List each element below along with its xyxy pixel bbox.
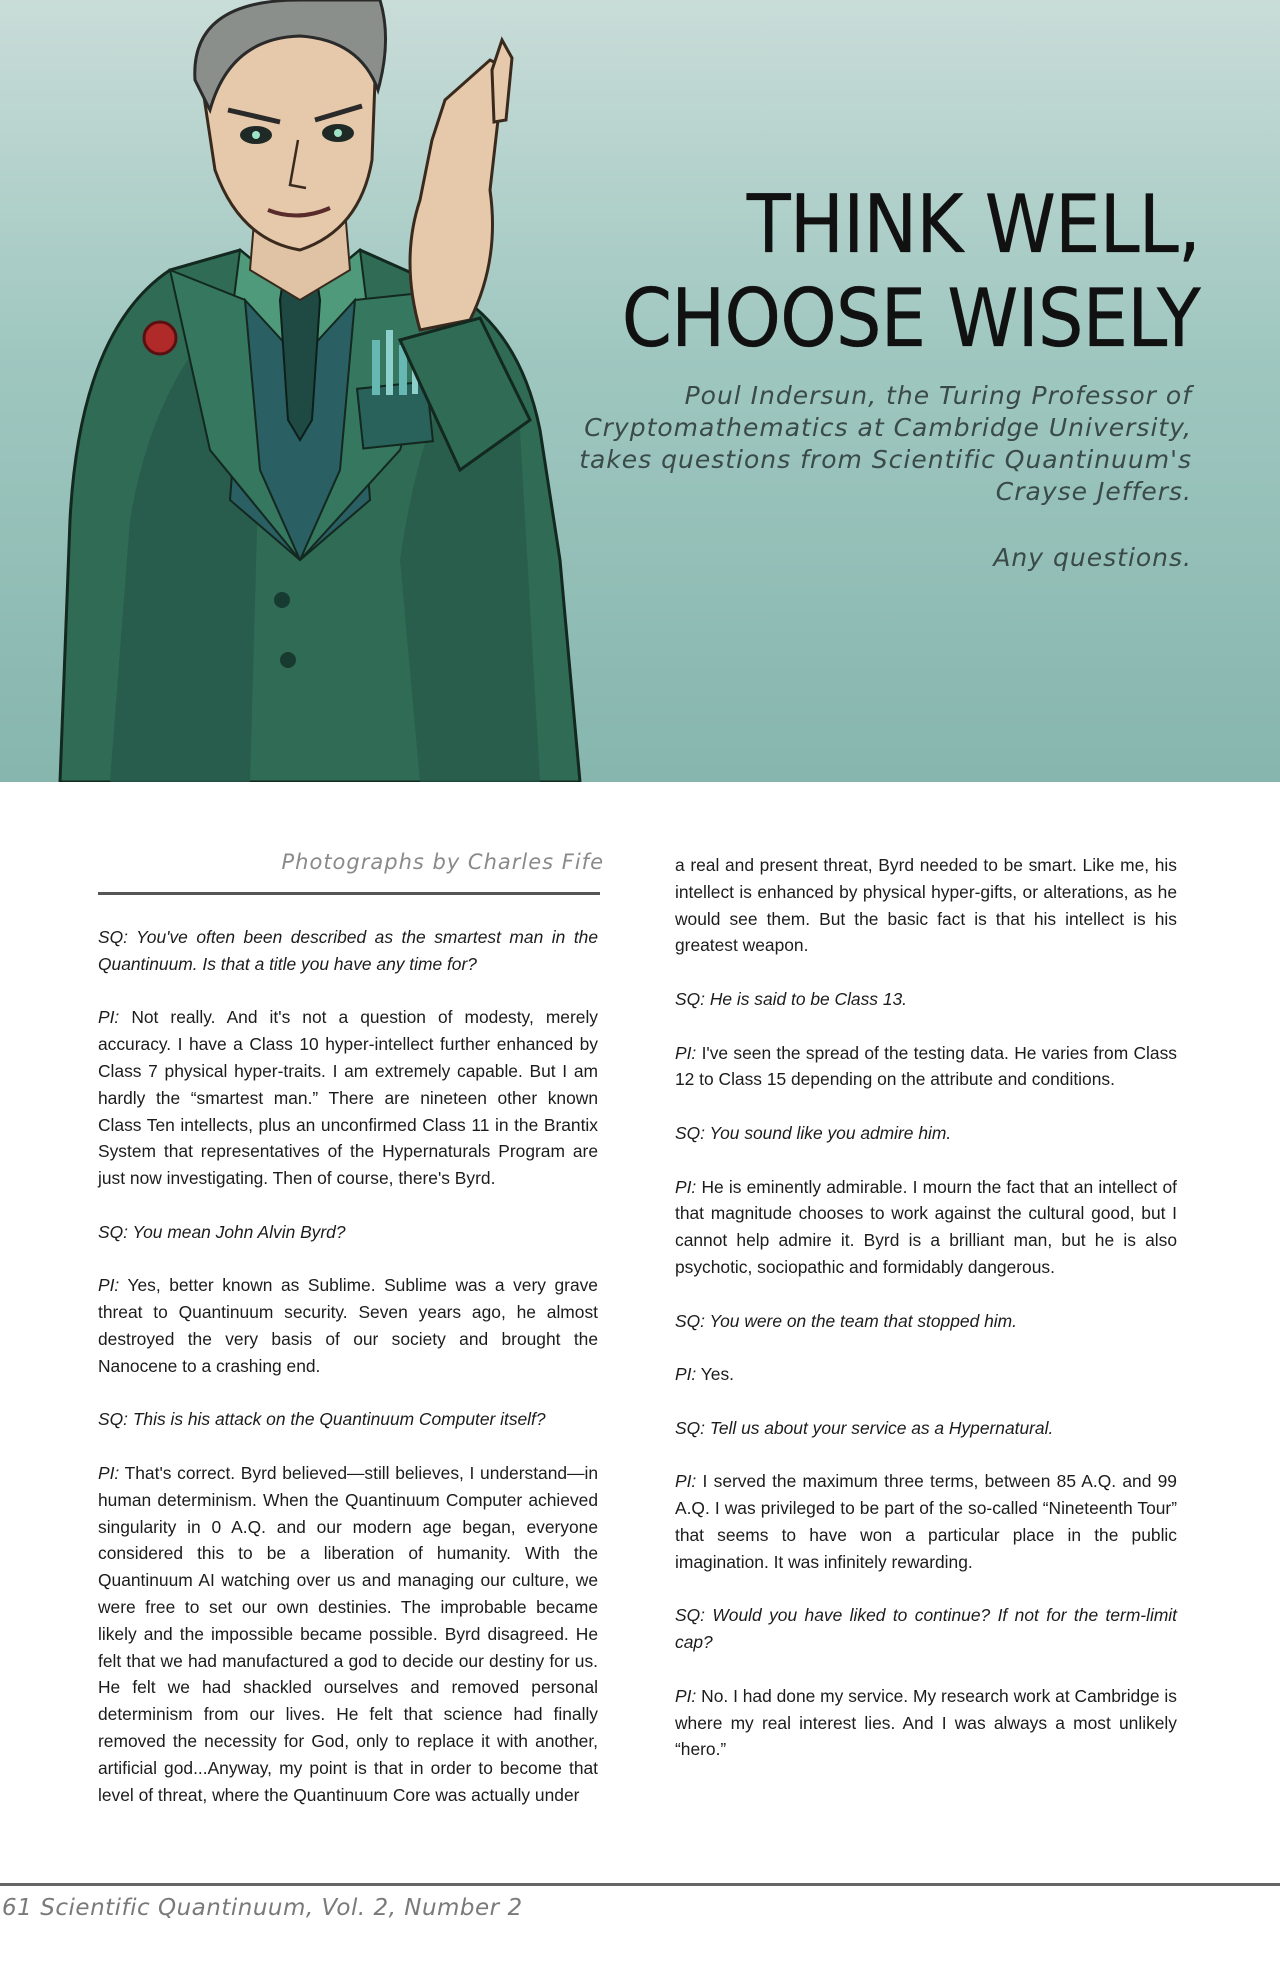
footer-divider: [0, 1883, 1280, 1886]
right-column: [675, 852, 1177, 1790]
lapel-pin-icon: [144, 322, 176, 354]
paragraph-text: No. I had done my service. My research work at Cambridge is where my real interest lies. And I was always a most unlikely “hero.”: [675, 1685, 1177, 1760]
speaker-label: PI:: [98, 1462, 120, 1483]
interview-answer: [675, 1040, 1177, 1094]
interview-answer: [98, 1004, 598, 1192]
interview-question: [675, 1602, 1177, 1656]
paragraph-text: I served the maximum three terms, between 85 A.Q. and 99 A.Q. I was privileged to be part of the so-called “Nineteenth Tour” that seems to have won a particular place in the public imagination. It was infinitely rewarding.: [675, 1471, 1177, 1572]
paragraph-text: Yes, better known as Sublime. Sublime was a very grave threat to Quantinuum security. Seven years ago, he almost destroyed the very basis of our society and brought the Nanocene to a crashing end.: [98, 1275, 598, 1376]
paragraph-text: Not really. And it's not a question of modesty, merely accuracy. I have a Class 10 hyper-intellect further enhanced by Class 7 physical hyper-traits. I am extremely capable. But I am hardly the “smartest man.” There are nineteen other known Class Ten intellects, plus an unconfirmed Class 11 in the Brantix System that representatives of the Hypernaturals Program are just now investigating. Then of course, there's Byrd.: [98, 1007, 598, 1189]
paragraph-text: This is his attack on the Quantinuum Computer itself?: [132, 1409, 546, 1430]
interview-answer: [675, 852, 1177, 959]
photo-credit: Photographs by Charles Fife: [281, 850, 604, 874]
interview-question: [675, 1308, 1177, 1335]
publication-name: Scientific Quantinuum, Vol. 2, Number 2: [40, 1895, 523, 1921]
interview-question: [675, 1415, 1177, 1442]
page-footer: [2, 1895, 531, 1921]
paragraph-text: You've often been described as the smartest man in the Quantinuum. Is that a title you have any time for?: [98, 927, 598, 974]
speaker-label: PI:: [675, 1471, 697, 1492]
speaker-label: SQ:: [675, 988, 705, 1009]
interview-question: [98, 1406, 598, 1433]
raised-index-finger: [492, 40, 512, 122]
deck-text: Poul Indersun, the Turing Professor of Cryptomathematics at Cambridge University, takes questions from Scientific Quantinuum's Crayse Jeffers.: [579, 381, 1192, 506]
hero-banner: [0, 0, 1280, 782]
speaker-label: SQ:: [98, 1221, 128, 1242]
page-number: 61: [2, 1895, 33, 1921]
paragraph-text: You mean John Alvin Byrd?: [132, 1221, 346, 1242]
speaker-label: PI:: [675, 1176, 697, 1197]
paragraph-text: He is eminently admirable. I mourn the fact that an intellect of that magnitude chooses to work against the cultural good, but I cannot help admire it. Byrd is a brilliant man, but he is also psychotic, sociopathic and formidably dangerous.: [675, 1176, 1177, 1277]
interview-answer: [675, 1361, 1177, 1388]
interview-answer: [675, 1174, 1177, 1281]
title-line-1: THINK WELL,: [746, 178, 1200, 271]
paragraph-text: You sound like you admire him.: [709, 1122, 952, 1143]
article-deck: [572, 380, 1192, 574]
deck-tagline: Any questions.: [993, 543, 1192, 572]
speaker-label: SQ:: [98, 1409, 128, 1430]
left-column: [98, 924, 598, 1835]
paragraph-text: a real and present threat, Byrd needed to be smart. Like me, his intellect is enhanced by physical hyper-gifts, or alterations, as he would see them. But the basic fact is that his intellect is his greatest weapon.: [675, 855, 1177, 956]
professor-illustration: [0, 0, 640, 782]
speaker-label: SQ:: [675, 1605, 705, 1626]
speaker-label: SQ:: [675, 1122, 705, 1143]
paragraph-text: Yes.: [700, 1364, 734, 1385]
paragraph-text: Would you have liked to continue? If not for the term-limit cap?: [675, 1605, 1177, 1653]
interview-answer: [98, 1460, 598, 1808]
paragraph-text: You were on the team that stopped him.: [709, 1310, 1017, 1331]
title-line-2: CHOOSE WISELY: [621, 272, 1200, 365]
interview-question: [675, 1120, 1177, 1147]
speaker-label: PI:: [675, 1042, 697, 1063]
speaker-label: PI:: [675, 1685, 697, 1706]
speaker-label: PI:: [675, 1364, 697, 1385]
interview-question: [675, 986, 1177, 1013]
interview-answer: [675, 1683, 1177, 1763]
interview-question: [98, 1219, 598, 1246]
paragraph-text: Tell us about your service as a Hypernatural.: [709, 1417, 1054, 1438]
interview-question: [98, 924, 598, 978]
paragraph-text: I've seen the spread of the testing data. He varies from Class 12 to Class 15 depending on the attribute and conditions.: [675, 1042, 1177, 1090]
paragraph-text: He is said to be Class 13.: [709, 988, 908, 1009]
interview-answer: [675, 1468, 1177, 1575]
speaker-label: SQ:: [98, 927, 128, 947]
speaker-label: PI:: [98, 1007, 120, 1028]
speaker-label: SQ:: [675, 1310, 705, 1331]
paragraph-text: That's correct. Byrd believed—still believes, I understand—in human determinism. When the Quantinuum Computer achieved singularity in 0 A.Q. and our modern age began, everyone considered this to be a liberation of humanity. With the Quantinuum AI watching over us and managing our culture, we were free to set our own destinies. The improbable became likely and the impossible became possible. Byrd disagreed. He felt that we had manufactured a god to decide our destiny for us. He felt we had shackled ourselves and removed personal determinism from our lives. He felt that science had finally removed the necessity for God, only to replace it with another, artificial god...Anyway, my point is that in order to become that level of threat, where the Quantinuum Core was actually under: [98, 1462, 598, 1805]
byline-divider: [98, 892, 600, 895]
article-title: [500, 178, 1200, 366]
speaker-label: PI:: [98, 1275, 120, 1296]
interview-answer: [98, 1272, 598, 1379]
speaker-label: SQ:: [675, 1417, 705, 1438]
